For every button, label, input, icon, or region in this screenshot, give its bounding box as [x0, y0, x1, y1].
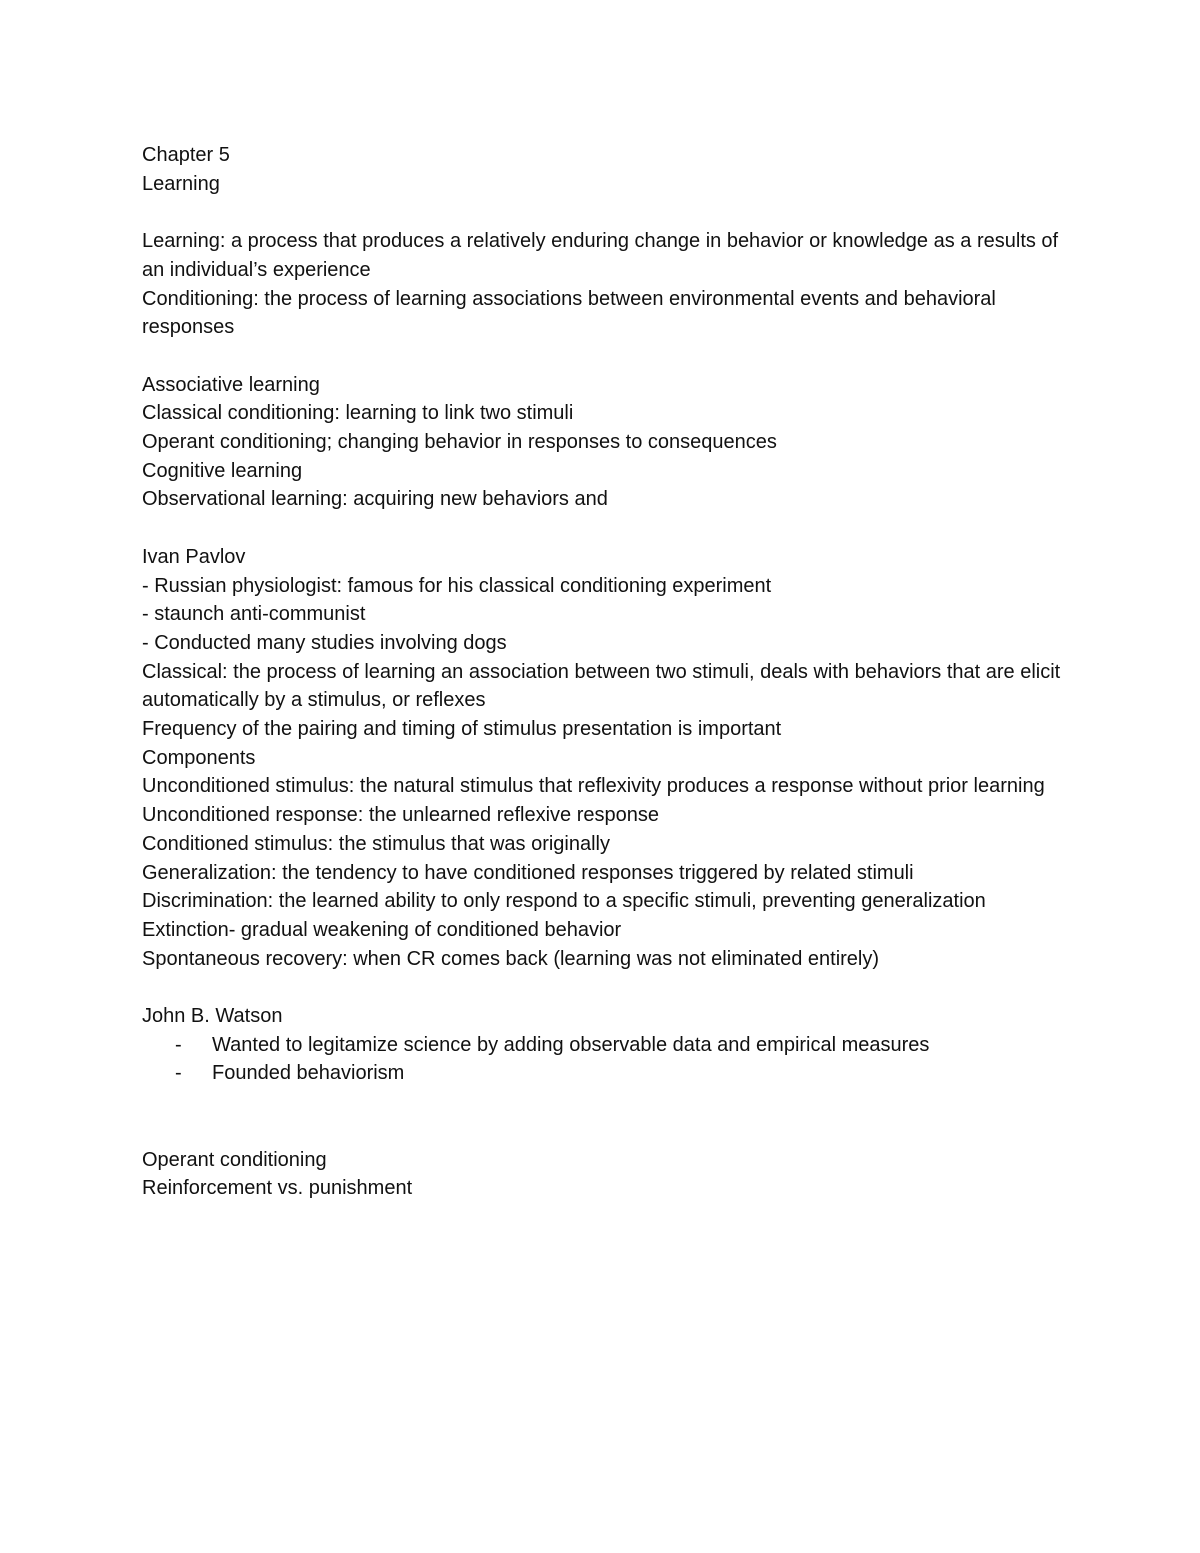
type-associative-learning: Associative learning — [142, 373, 320, 396]
pavlov-fact: - staunch anti-communist — [142, 603, 366, 626]
unconditioned-response: Unconditioned response: the unlearned reflexive response — [142, 804, 660, 827]
type-classical-conditioning: Classical conditioning: learning to link two stimuli — [142, 402, 574, 425]
spontaneous-recovery: Spontaneous recovery: when CR comes back (learning was not eliminated entirely) — [142, 947, 880, 970]
blank-line — [142, 514, 1082, 543]
type-operant-conditioning: Operant conditioning; changing behavior in responses to consequences — [142, 431, 777, 453]
generalization: Generalization: the tendency to have conditioned responses triggered by related stimuli — [142, 861, 914, 884]
watson-bullet-text: Wanted to legitamize science by adding observable data and empirical measures — [212, 1033, 930, 1056]
operant-heading: Operant conditioning — [142, 1148, 327, 1171]
watson-bullet — [142, 1031, 1082, 1060]
extinction: Extinction- gradual weakening of conditioned behavior — [142, 918, 622, 941]
operant-subheading: Reinforcement vs. punishment — [142, 1177, 413, 1200]
type-cognitive-learning: Cognitive learning — [142, 459, 303, 482]
components-label: Components — [142, 746, 256, 769]
watson-heading: John B. Watson — [142, 1005, 283, 1028]
pairing-note: Frequency of the pairing and timing of stimulus presentation is important — [142, 718, 782, 741]
unconditioned-stimulus: Unconditioned stimulus: the natural stimulus that reflexivity produces a response without prior learning — [142, 775, 1045, 798]
conditioned-stimulus: Conditioned stimulus: the stimulus that was originally — [142, 832, 610, 855]
type-observational-learning: Observational learning: acquiring new behaviors and — [142, 488, 608, 511]
definition-learning: Learning: a process that produces a relatively enduring change in behavior or knowledge as a results of an individual’s experience — [142, 230, 1059, 281]
chapter-label: Chapter 5 — [142, 144, 230, 166]
watson-bullet — [142, 1059, 1082, 1088]
blank-line — [142, 198, 1082, 227]
pavlov-fact: - Conducted many studies involving dogs — [142, 631, 507, 654]
pavlov-fact: - Russian physiologist: famous for his classical conditioning experiment — [142, 574, 772, 597]
blank-line — [142, 1117, 1082, 1146]
blank-line — [142, 342, 1082, 371]
bullet-marker: - — [175, 1062, 182, 1085]
bullet-marker: - — [175, 1033, 182, 1056]
watson-bullet-text: Founded behaviorism — [212, 1062, 405, 1085]
blank-line — [142, 973, 1082, 1002]
pavlov-heading: Ivan Pavlov — [142, 545, 246, 568]
definition-conditioning: Conditioning: the process of learning associations between environmental events and behavioral responses — [142, 287, 996, 339]
blank-line — [142, 1088, 1082, 1117]
classical-definition: Classical: the process of learning an association between two stimuli, deals with behaviors that are elicit automatically by a stimulus, or reflexes — [142, 660, 1061, 712]
document-body — [142, 141, 1082, 1203]
chapter-title: Learning — [142, 172, 220, 195]
discrimination: Discrimination: the learned ability to only respond to a specific stimuli, preventing generalization — [142, 890, 986, 913]
